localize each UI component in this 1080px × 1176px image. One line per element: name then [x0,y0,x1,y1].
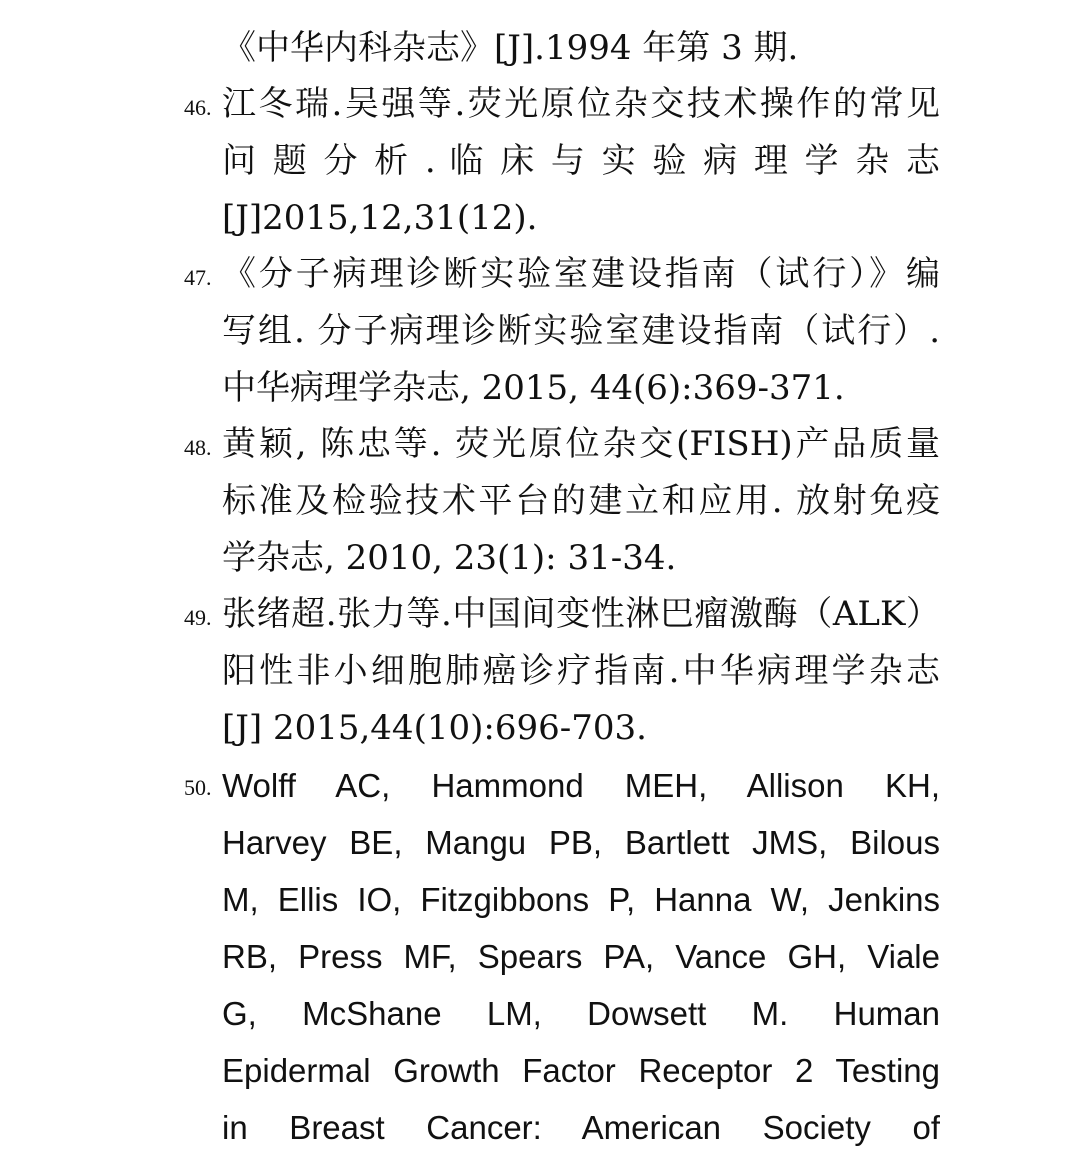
ref-49-line-2: 阳性非小细胞肺癌诊疗指南.中华病理学杂志 [222,651,940,691]
ref-50-line-2: Harvey BE, Mangu PB, Bartlett JMS, Bilous [222,824,940,861]
ref-49-line-1: 张绪超.张力等.中国间变性淋巴瘤激酶（ALK） [222,594,940,634]
ref-47-line-1: 《分子病理诊断实验室建设指南（试行）》编 [222,254,940,294]
ref-47-line-3: 中华病理学杂志, 2015, 44(6):369-371. [222,368,845,408]
ref-45-line-3: 《中华内科杂志》[J].1994 年第 3 期. [222,28,799,68]
ref-50-line-6: Epidermal Growth Factor Receptor 2 Testing [222,1052,940,1089]
ref-number-46: 46. [184,95,212,120]
ref-50-line-7: in Breast Cancer: American Society of [222,1109,940,1146]
ref-46-line-2: 问 题 分 析 . 临 床 与 实 验 病 理 学 杂 志 [222,141,940,181]
ref-number-49: 49. [184,605,212,630]
ref-47-line-2: 写组. 分子病理诊断实验室建设指南（试行）. [222,311,940,351]
ref-48-line-3: 学杂志, 2010, 23(1): 31-34. [222,538,677,578]
ref-50-line-5: G, McShane LM, Dowsett M. Human [222,995,940,1032]
ref-46-line-1: 江冬瑞.吴强等.荧光原位杂交技术操作的常见 [222,84,940,124]
ref-46-line-3: [J]2015,12,31(12). [222,198,538,238]
ref-48-line-1: 黄颖, 陈忠等. 荧光原位杂交(FISH)产品质量 [222,424,940,464]
ref-number-48: 48. [184,435,212,460]
ref-50-line-3: M, Ellis IO, Fitzgibbons P, Hanna W, Jenkins [222,881,940,918]
ref-48-line-2: 标准及检验技术平台的建立和应用. 放射免疫 [222,481,940,521]
ref-50-line-4: RB, Press MF, Spears PA, Vance GH, Viale [222,938,940,975]
ref-number-50: 50. [184,775,212,800]
ref-49-line-3: [J] 2015,44(10):696-703. [222,708,647,748]
ref-50-line-1: Wolff AC, Hammond MEH, Allison KH, [222,767,940,804]
ref-number-47: 47. [184,265,212,290]
